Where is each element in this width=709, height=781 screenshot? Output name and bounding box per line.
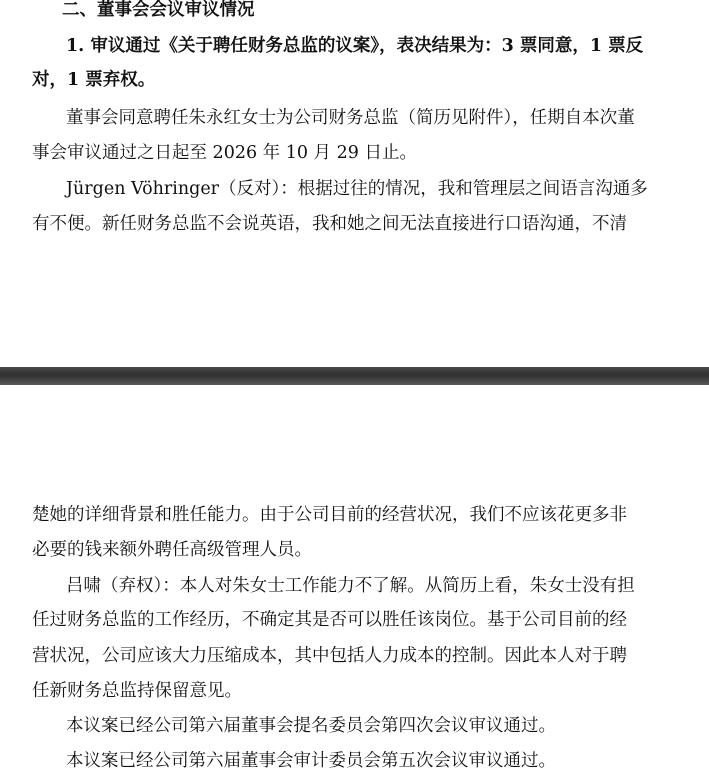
para2-line1: Jürgen Vöhringer（反对）：根据过往的情况，我和管理层之间语言沟通多 xyxy=(66,179,648,199)
document-page-bottom xyxy=(0,385,709,781)
document-page-top xyxy=(0,0,709,367)
para5: 本议案已经公司第六届董事会审计委员会第五次会议审议通过。 xyxy=(66,751,556,771)
item1-line2: 对，1 票弃权。 xyxy=(32,70,156,90)
para2-line4: 必要的钱来额外聘任高级管理人员。 xyxy=(32,540,312,560)
para2-line3: 楚她的详细背景和胜任能力。由于公司目前的经营状况，我们不应该花更多非 xyxy=(32,505,627,525)
para3-line2: 任过财务总监的工作经历，不确定其是否可以胜任该岗位。基于公司目前的经 xyxy=(32,610,627,630)
section-heading: 二、董事会会议审议情况 xyxy=(62,0,255,20)
para4: 本议案已经公司第六届董事会提名委员会第四次会议审议通过。 xyxy=(66,716,556,736)
para1-line2: 事会审议通过之日起至 2026 年 10 月 29 日止。 xyxy=(32,143,417,163)
para2-line2: 有不便。新任财务总监不会说英语，我和她之间无法直接进行口语沟通，不清 xyxy=(32,214,627,234)
para3-line4: 任新财务总监持保留意见。 xyxy=(32,681,242,701)
page-break-divider xyxy=(0,367,709,385)
para3-line1: 吕啸（弃权）：本人对朱女士工作能力不了解。从简历上看，朱女士没有担 xyxy=(66,576,635,596)
para3-line3: 营状况，公司应该大力压缩成本，其中包括人力成本的控制。因此本人对于聘 xyxy=(32,646,627,666)
para1-line1: 董事会同意聘任朱永红女士为公司财务总监（简历见附件），任期自本次董 xyxy=(66,108,635,128)
item1-line1: 1. 审议通过《关于聘任财务总监的议案》，表决结果为：3 票同意，1 票反 xyxy=(66,36,644,56)
